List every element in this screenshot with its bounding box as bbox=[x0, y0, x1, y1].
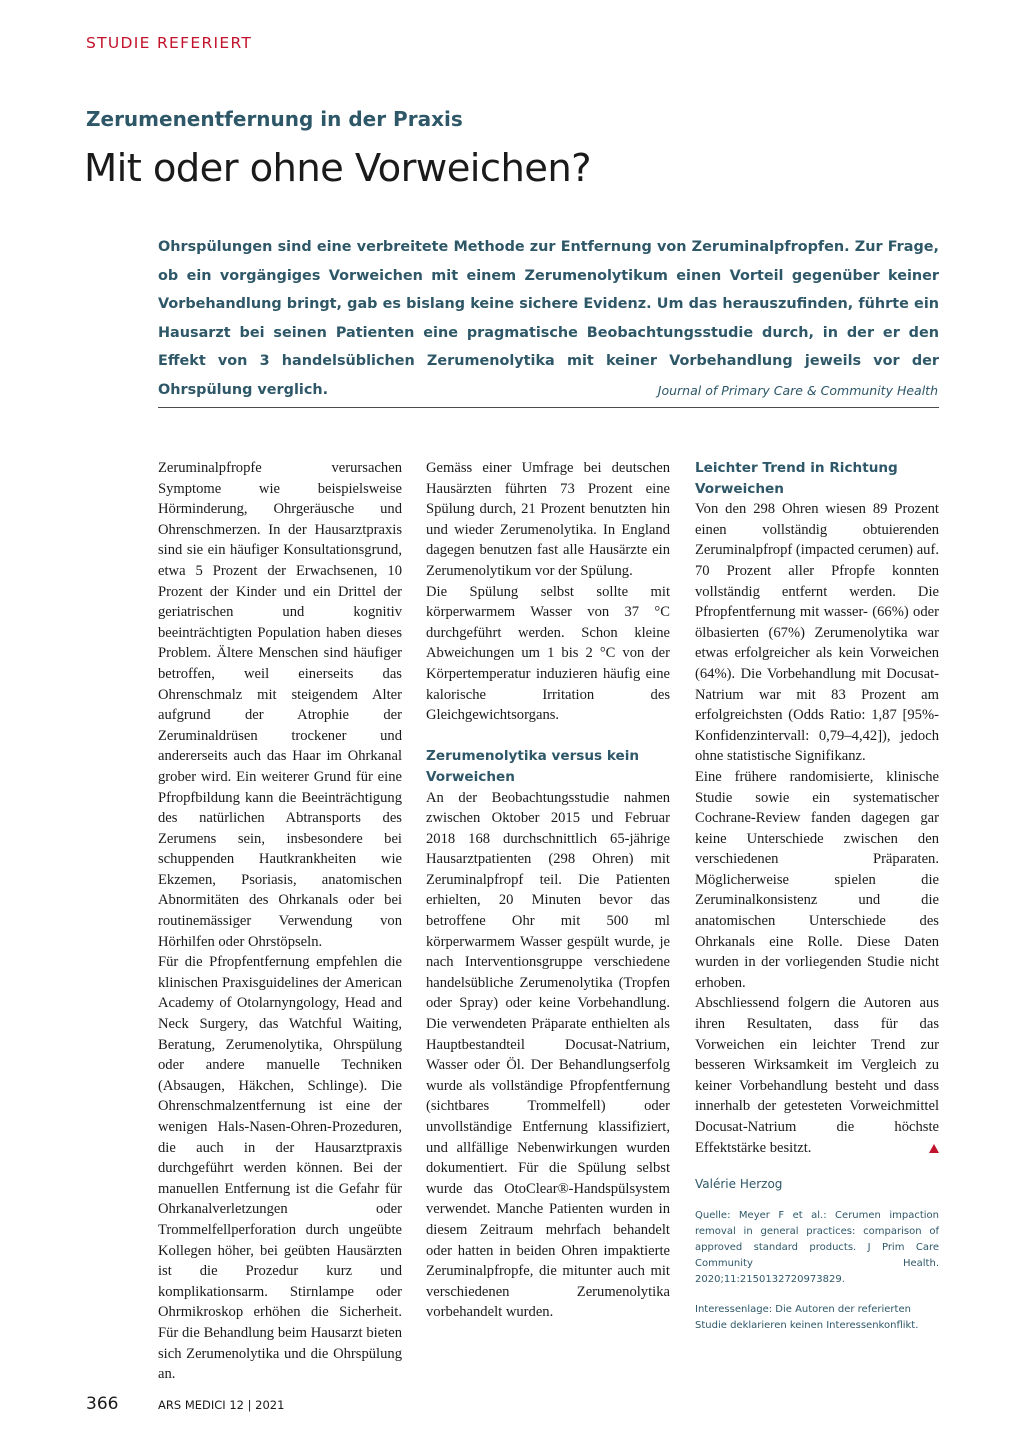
body-paragraph: An der Beobachtungsstudie nahmen zwischen Oktober 2015 und Februar 2018 168 durchschnittlich 65-jährige Hausarztpatienten (298 Ohren) mit Zeruminalpfropf teil. Die Patienten erhielten, 20 Minuten bevor das betroffene Ohr mit 500 ml körperwarmem Wasser gespült wurde, je nach Interventionsgruppe verschiedene handelsübliche Zerumenolytika (Tropfen oder Spray) oder keine Vorbehandlung. Die verwendeten Präparate enthielten als Hauptbestandteil Docusat-Natrium, Wasser oder Öl. Der Behandlungserfolg wurde als vollständige Pfropfentfernung (sichtbares Trommelfell) oder unvollständige Entfernung klassifiziert, und allfällige Nebenwirkungen wurden dokumentiert. Für die Spülung selbst wurde das OtoClear®-Handspülsystem verwendet. Manche Patienten wurden in diesem Zeitraum mehrfach behandelt oder hatten in beiden Ohren impaktierte Zeruminalpfropfe, die mitunter auch mit verschiedenen Zerumenolytika vorbehandelt wurden. bbox=[426, 789, 670, 1321]
lead-paragraph: Ohrspülungen sind eine verbreitete Methode zur Entfernung von Zeruminalpfropfen. Zur Frage, ob ein vorgängiges Vorweichen mit einem Zerumenolytikum einen Vorteil gegenüber keiner Vorbehandlung bringt, gab es bislang keine sichere Evidenz. Um das herauszufinden, führte ein Hausarzt bei seinen Patienten eine pragmatische Beobachtungsstudie durch, in der er den Effekt von 3 handelsüblichen Zerumenolytika mit keiner Vorbehandlung jeweils vor der Ohrspülung verglich. bbox=[158, 239, 939, 398]
body-paragraph: Für die Pfropfentfernung empfehlen die klinischen Praxisguidelines der American Academy of Otolarnyngology, Head and Neck Surgery, das Watchful Waiting, Beratung, Zerumenolytika, Ohrspülung oder andere manuelle Techniken (Absaugen, Häkchen, Schlinge). Die Ohrenschmalzentfernung ist eine der wenigen Hals-Nasen-Ohren-Prozeduren, die auch in der Hausarztpraxis durchgeführt werden können. Bei der manuellen Entfernung ist die Gefahr für Ohrkanalverletzungen oder Trommelfellperforation durch ungeübte Kollegen höher, bei geübten Hausärzten ist die Prozedur kurz und komplikationsarm. Stirnlampe oder Ohrmikroskop erhöhen die Sicherheit. Für die Behandlung beim Hausarzt bieten sich Zerumenolytika und die Ohrspülung an. bbox=[158, 954, 402, 1383]
article-subtitle: Zerumenentfernung in der Praxis bbox=[86, 107, 463, 131]
body-paragraph bbox=[695, 993, 939, 1158]
source-citation: Quelle: Meyer F et al.: Cerumen impaction removal in general practices: comparison of approved standard products. J Prim Care Community Health. 2020;11:2150132720973829. bbox=[695, 1210, 939, 1286]
end-marker-icon bbox=[929, 1144, 939, 1153]
section-label: STUDIE REFERIERT bbox=[86, 34, 253, 52]
section-heading: Leichter Trend in Richtung Vorweichen bbox=[695, 460, 898, 497]
body-paragraph: Von den 298 Ohren wiesen 89 Prozent einen vollständig obtuierenden Zeruminalpfropf (impacted cerumen) auf. 70 Prozent aller Pfropfe konnten vollständig entfernt werden. Die Pfropfentfernung mit wasser- (66%) oder ölbasierten (67%) Zerumenolytika war etwas erfolgreicher als kein Vorweichen (64%). Die Vorbehandlung mit Docusat-Natrium war mit 83 Prozent am erfolgreichsten (Odds Ratio: 1,87 [95%-Konfidenzintervall: 0,79–4,42]), jedoch ohne statistische Signifikanz. bbox=[695, 501, 939, 765]
conflict-of-interest: Interessenlage: Die Autoren der referierten Studie deklarieren keinen Interessenkonflikt. bbox=[695, 1304, 919, 1332]
body-paragraph: Die Spülung selbst sollte mit körperwarmem Wasser von 37 °C durchgeführt werden. Schon kleine Abweichungen um 1 bis 2 °C von der Körpertemperatur induzieren häufig eine kalorische Irritation des Gleichgewichtsorgans. bbox=[426, 583, 670, 724]
article-title: Mit oder ohne Vorweichen? bbox=[84, 146, 591, 191]
source-journal: Journal of Primary Care & Community Health bbox=[657, 383, 938, 398]
page-number: 366 bbox=[86, 1394, 119, 1414]
section-heading: Zerumenolytika versus kein Vorweichen bbox=[426, 748, 640, 785]
divider bbox=[158, 407, 939, 408]
column-2 bbox=[426, 458, 670, 1323]
author-name: Valérie Herzog bbox=[695, 1177, 783, 1192]
body-paragraph: Eine frühere randomisierte, klinische Studie sowie ein systematischer Cochrane-Review fanden dagegen gar keine Unterschiede zwischen den verschiedenen Präparaten. Möglicherweise spielen die Zeruminalkonsistenz und die anatomischen Unterschiede des Ohrkanals eine Rolle. Diese Daten wurden in der vorliegenden Studie nicht erhoben. bbox=[695, 768, 939, 991]
column-3 bbox=[695, 458, 939, 1334]
body-paragraph: Gemäss einer Umfrage bei deutschen Hausärzten führten 73 Prozent eine Spülung durch, 21 Prozent benutzten hin und wieder Zerumenolytika. In England dagegen benutzen fast alle Hausärzte ein Zerumenolytikum vor der Spülung. bbox=[426, 460, 670, 579]
column-1 bbox=[158, 458, 402, 1385]
journal-issue: ARS MEDICI 12 | 2021 bbox=[158, 1398, 285, 1412]
body-text: Abschliessend folgern die Autoren aus ihren Resultaten, dass für das Vorweichen ein leichter Trend zur besseren Wirksamkeit im Vergleich zu keiner Vorbehandlung besteht und dass innerhalb der getesteten Vorweichmittel Docusat-Natrium die höchste Effektstärke besitzt. bbox=[695, 995, 939, 1156]
body-paragraph: Zeruminalpfropfe verursachen Symptome wie beispielsweise Hörminderung, Ohrgeräusche und Ohrenschmerzen. In der Hausarztpraxis sind sie ein häufiger Konsultationsgrund, etwa 5 Prozent der Erwachsenen, 10 Prozent der Kinder und ein Drittel der geriatrischen und kognitiv beeinträchtigten Population haben dieses Problem. Ältere Menschen sind häufiger betroffen, weil einerseits das Ohrenschmalz mit steigendem Alter aufgrund der Atrophie der Zeruminaldrüsen trockener und andererseits auch das Haar im Ohrkanal grober wird. Ein weiterer Grund für eine Pfropfbildung kann die Beeinträchtigung des natürlichen Abtransports des Zerumens sein, insbesondere bei schuppenden Hautkrankheiten wie Ekzemen, Psoriasis, anatomischen Abnormitäten des Ohrkanals oder bei routinemässiger Verwendung von Hörhilfen oder Ohrstöpseln. bbox=[158, 460, 402, 950]
